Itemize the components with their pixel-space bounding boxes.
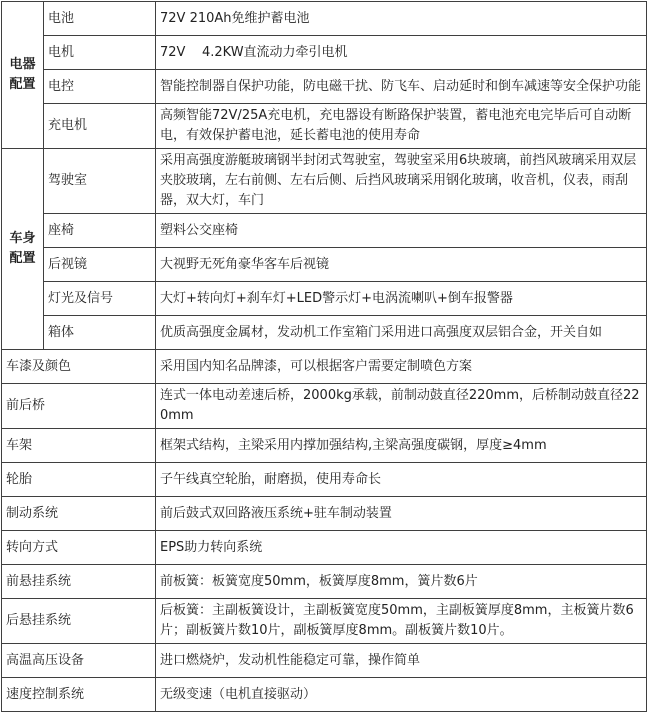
spec-value: 72V 210Ah免维护蓄电池 xyxy=(156,2,647,36)
spec-label: 车漆及颜色 xyxy=(2,350,156,384)
spec-value: 高频智能72V/25A充电机，充电器设有断路保护装置，蓄电池充电完毕后可自动断电，有效保护蓄电池，延长蓄电池的使用寿命 xyxy=(156,104,647,149)
spec-label: 座椅 xyxy=(44,214,156,248)
spec-value: 前板簧：板簧宽度50mm，板簧厚度8mm，簧片数6片 xyxy=(156,565,647,599)
table-row xyxy=(2,565,647,599)
table-row xyxy=(2,678,647,712)
spec-value: 采用高强度游艇玻璃钢半封闭式驾驶室，驾驶室采用6块玻璃，前挡风玻璃采用双层夹胶玻璃，左右前侧、左右后侧、后挡风玻璃采用钢化玻璃，收音机，仪表，雨刮器，双大灯，车门 xyxy=(156,149,647,214)
section-header: 车身配置 xyxy=(2,149,44,350)
spec-label: 后视镜 xyxy=(44,248,156,282)
spec-label: 灯光及信号 xyxy=(44,282,156,316)
spec-label: 电机 xyxy=(44,36,156,70)
spec-label: 转向方式 xyxy=(2,531,156,565)
spec-label: 电控 xyxy=(44,70,156,104)
spec-label: 制动系统 xyxy=(2,497,156,531)
table-row xyxy=(2,214,647,248)
spec-label: 驾驶室 xyxy=(44,149,156,214)
spec-label: 高温高压设备 xyxy=(2,644,156,678)
table-row xyxy=(2,2,647,36)
spec-value: 前后鼓式双回路液压系统+驻车制动装置 xyxy=(156,497,647,531)
table-row xyxy=(2,497,647,531)
spec-value: 后板簧：主副板簧设计，主副板簧宽度50mm，主副板簧厚度8mm，主板簧片数6片；副板簧片数10片，副板簧厚度8mm。副板簧片数10片。 xyxy=(156,599,647,644)
spec-label: 轮胎 xyxy=(2,463,156,497)
spec-value: 塑料公交座椅 xyxy=(156,214,647,248)
table-row xyxy=(2,531,647,565)
spec-value: 智能控制器自保护功能，防电磁干扰、防飞车、启动延时和倒车减速等安全保护功能 xyxy=(156,70,647,104)
table-row xyxy=(2,463,647,497)
spec-label: 前后桥 xyxy=(2,384,156,429)
spec-value: 大灯+转向灯+刹车灯+LED警示灯+电涡流喇叭+倒车报警器 xyxy=(156,282,647,316)
table-row xyxy=(2,599,647,644)
table-row xyxy=(2,644,647,678)
spec-label: 箱体 xyxy=(44,316,156,350)
spec-label: 前悬挂系统 xyxy=(2,565,156,599)
section-header: 电器配置 xyxy=(2,2,44,149)
table-row xyxy=(2,429,647,463)
spec-label: 充电机 xyxy=(44,104,156,149)
table-row xyxy=(2,104,647,149)
spec-value: 优质高强度金属材，发动机工作室箱门采用进口高强度双层铝合金，开关自如 xyxy=(156,316,647,350)
spec-label: 车架 xyxy=(2,429,156,463)
spec-value: 采用国内知名品牌漆，可以根据客户需要定制喷色方案 xyxy=(156,350,647,384)
spec-value: 无级变速（电机直接驱动） xyxy=(156,678,647,712)
table-row xyxy=(2,248,647,282)
table-row xyxy=(2,282,647,316)
spec-value: EPS助力转向系统 xyxy=(156,531,647,565)
spec-table xyxy=(1,1,647,712)
table-row xyxy=(2,70,647,104)
spec-value: 框架式结构，主梁采用内撑加强结构,主梁高强度碳钢，厚度≥4mm xyxy=(156,429,647,463)
spec-label: 后悬挂系统 xyxy=(2,599,156,644)
spec-label: 电池 xyxy=(44,2,156,36)
spec-table-body xyxy=(2,2,647,712)
table-row xyxy=(2,384,647,429)
table-row xyxy=(2,149,647,214)
spec-value: 进口燃烧炉，发动机性能稳定可靠，操作简单 xyxy=(156,644,647,678)
spec-value: 72V 4.2KW直流动力牵引电机 xyxy=(156,36,647,70)
table-row xyxy=(2,350,647,384)
table-row xyxy=(2,316,647,350)
spec-value: 连式一体电动差速后桥，2000kg承载，前制动鼓直径220mm，后桥制动鼓直径220mm xyxy=(156,384,647,429)
table-row xyxy=(2,36,647,70)
spec-label: 速度控制系统 xyxy=(2,678,156,712)
spec-value: 大视野无死角豪华客车后视镜 xyxy=(156,248,647,282)
spec-value: 子午线真空轮胎，耐磨损，使用寿命长 xyxy=(156,463,647,497)
